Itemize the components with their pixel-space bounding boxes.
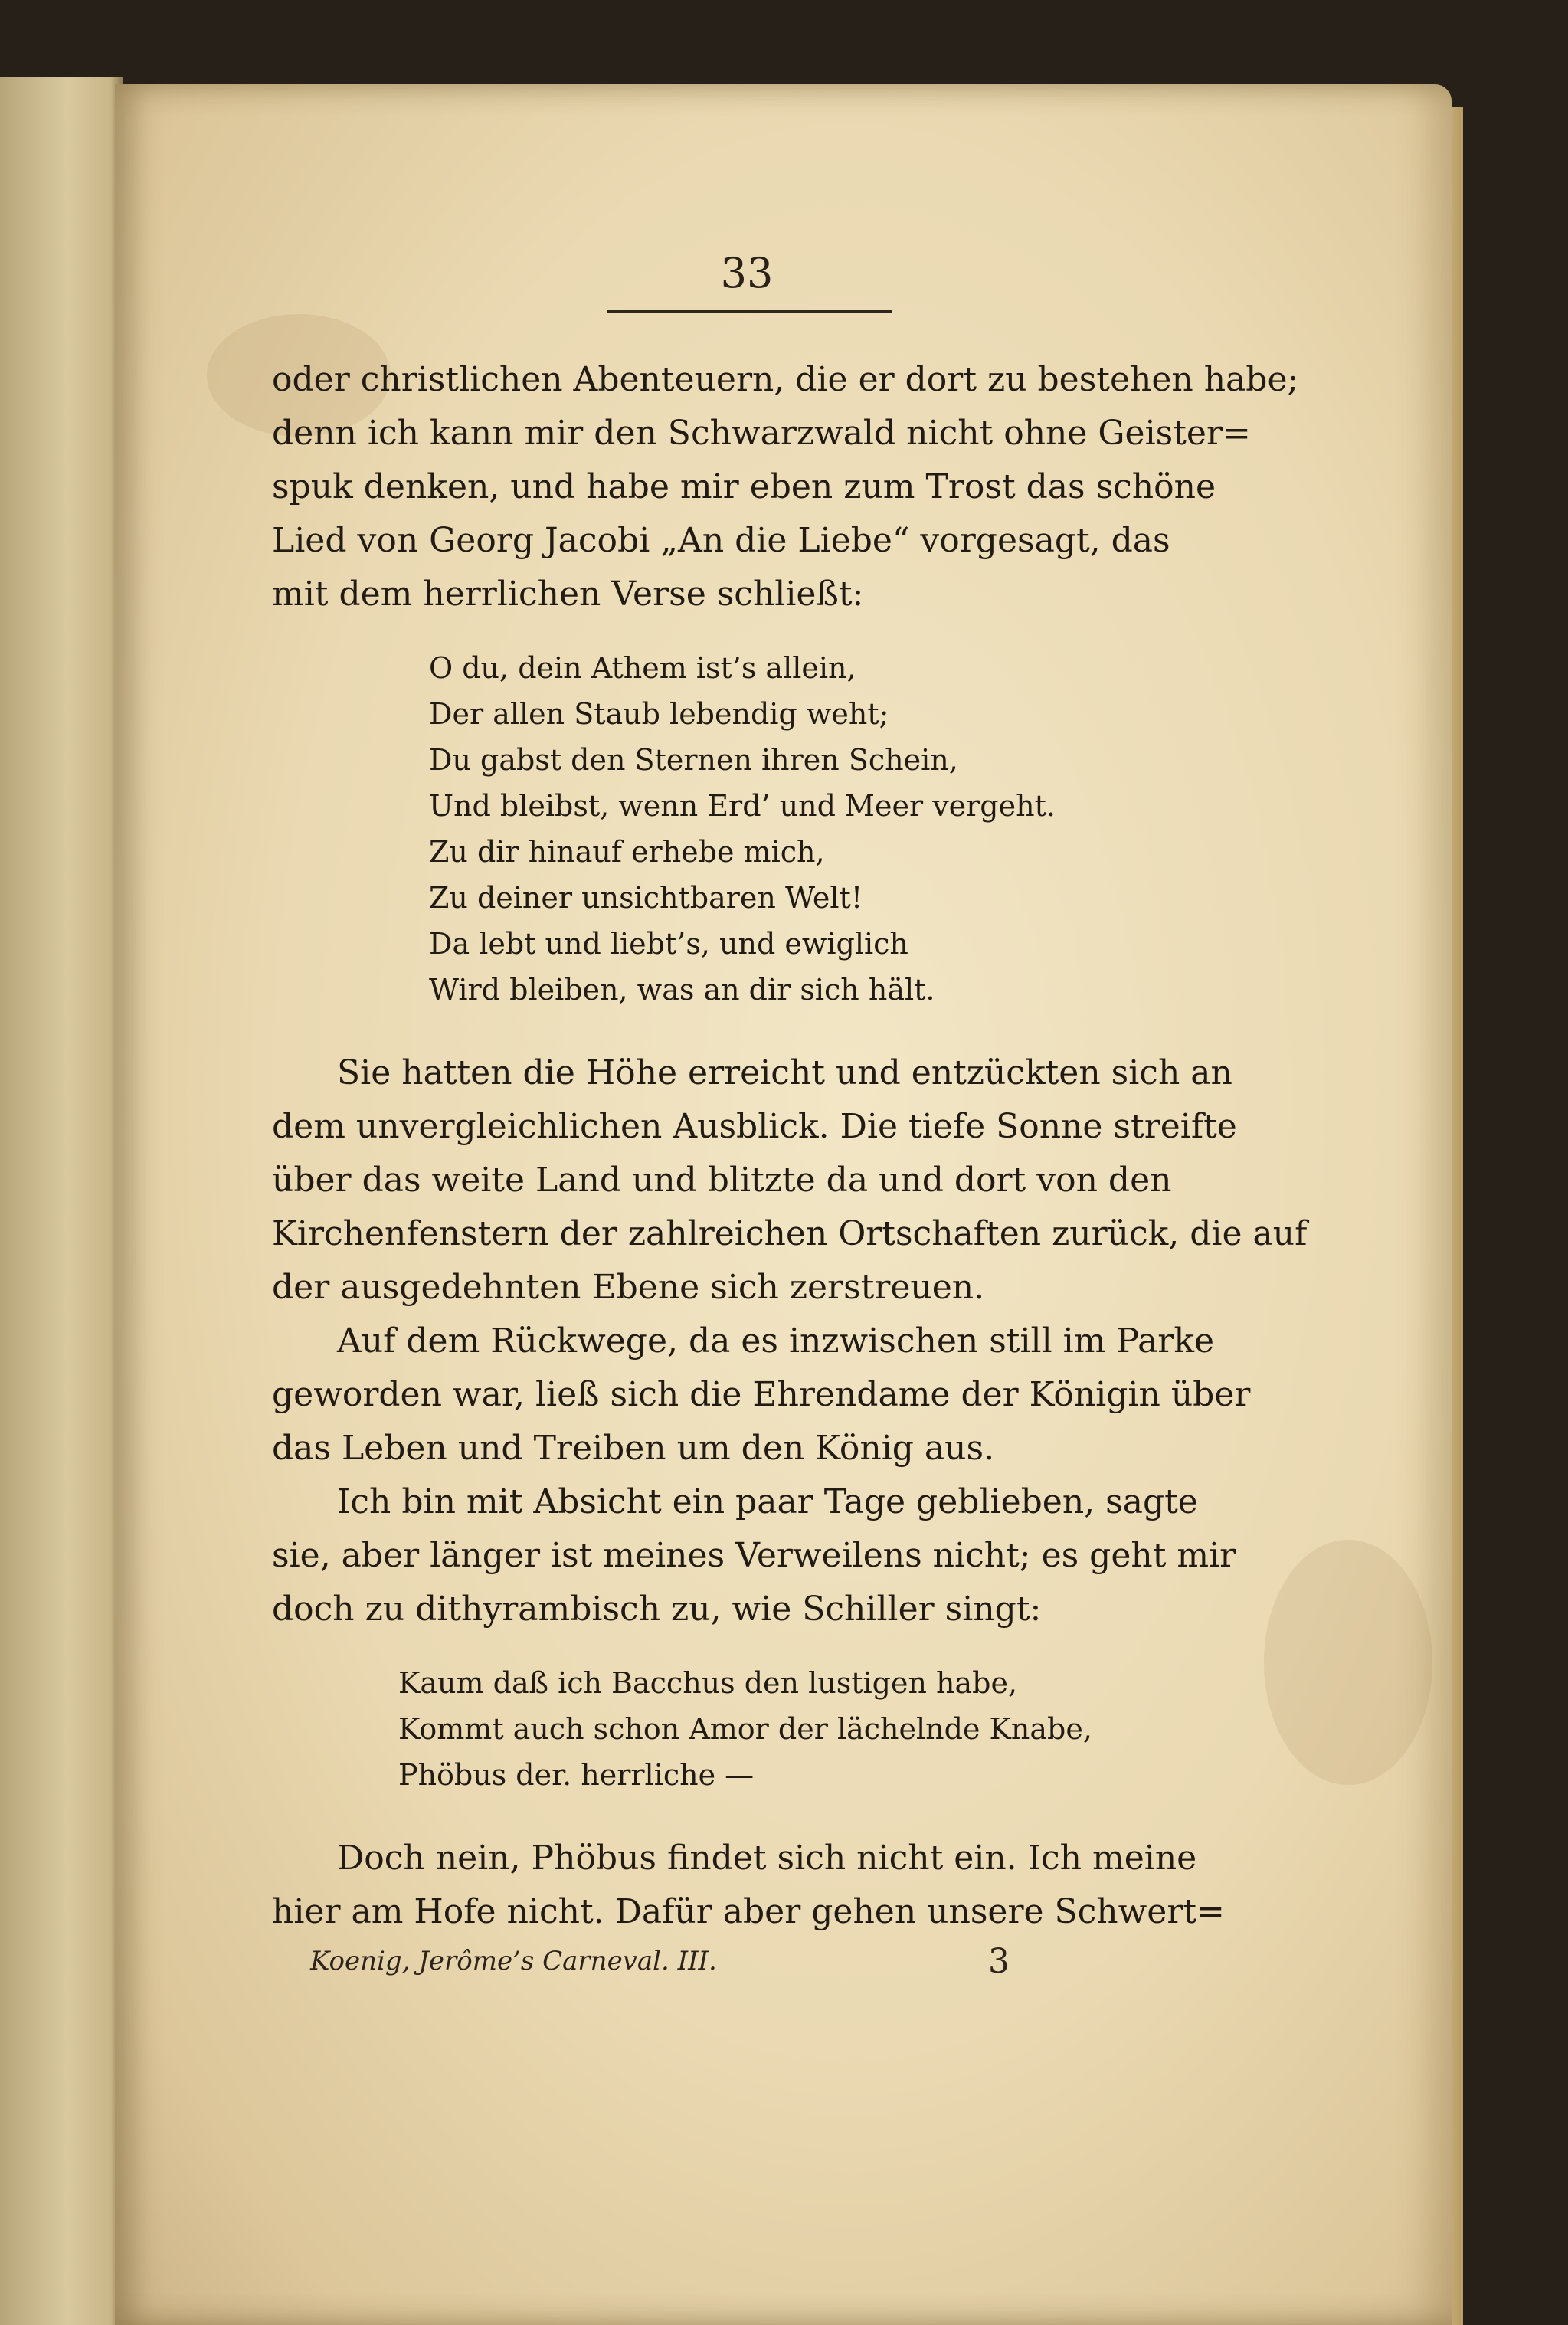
verse-line: Und bleibst, wenn Erd’ und Meer vergeht. [429,789,1056,823]
text-line: oder christlichen Abenteuern, die er dort zu bestehen habe; [272,360,1299,399]
verse-line: Phöbus der. herrliche — [398,1758,755,1792]
text-line: Kirchenfenstern der zahlreichen Ortschaften zurück, die auf [272,1214,1308,1253]
verse-line: Zu dir hinauf erhebe mich, [429,835,825,869]
verse-line: Kaum daß ich Bacchus den lustigen habe, [398,1666,1018,1700]
text-line: Lied von Georg Jacobi „An die Liebe“ vorgesagt, das [272,521,1170,560]
text-line: dem unvergleichlichen Ausblick. Die tiefe Sonne streifte [272,1107,1237,1146]
verse-line: Zu deiner unsichtbaren Welt! [429,881,863,915]
signature-line: Koenig, Jerôme’s Carneval. III. [310,1946,717,1976]
header-rule [607,310,892,313]
text-line: über das weite Land und blitzte da und dort von den [272,1161,1172,1200]
text-line: Sie hatten die Höhe erreicht und entzückten sich an [337,1053,1232,1092]
verse-line: Du gabst den Sternen ihren Schein, [429,743,958,777]
text-line: doch zu dithyrambisch zu, wie Schiller singt: [272,1590,1042,1629]
text-line: Doch nein, Phöbus findet sich nicht ein. Ich meine [337,1839,1197,1878]
verse-line: Der allen Staub lebendig weht; [429,697,889,731]
text-line: sie, aber länger ist meines Verweilens nicht; es geht mir [272,1536,1236,1575]
verse-line: Da lebt und liebt’s, und ewiglich [429,927,908,961]
text-line: Ich bin mit Absicht ein paar Tage geblieben, sagte [337,1482,1198,1521]
sheet-number: 3 [988,1942,1010,1981]
text-line: Auf dem Rückwege, da es inzwischen still im Parke [337,1321,1215,1361]
paper-stain [1264,1540,1432,1785]
text-line: das Leben und Treiben um den König aus. [272,1429,995,1468]
text-line: denn ich kann mir den Schwarzwald nicht ohne Geister= [272,414,1251,453]
text-line: hier am Hofe nicht. Dafür aber gehen unsere Schwert= [272,1892,1225,1931]
verse-line: O du, dein Athem ist’s allein, [429,651,856,685]
page-number: 33 [720,249,774,297]
verse-line: Kommt auch schon Amor der lächelnde Knabe, [398,1712,1092,1746]
text-line: mit dem herrlichen Verse schließt: [272,575,864,614]
previous-page-edge [0,77,123,2325]
verse-line: Wird bleiben, was an dir sich hält. [429,973,935,1007]
text-line: spuk denken, und habe mir eben zum Trost das schöne [272,467,1216,506]
text-line: geworden war, ließ sich die Ehrendame der Königin über [272,1375,1251,1414]
text-line: der ausgedehnten Ebene sich zerstreuen. [272,1268,985,1307]
